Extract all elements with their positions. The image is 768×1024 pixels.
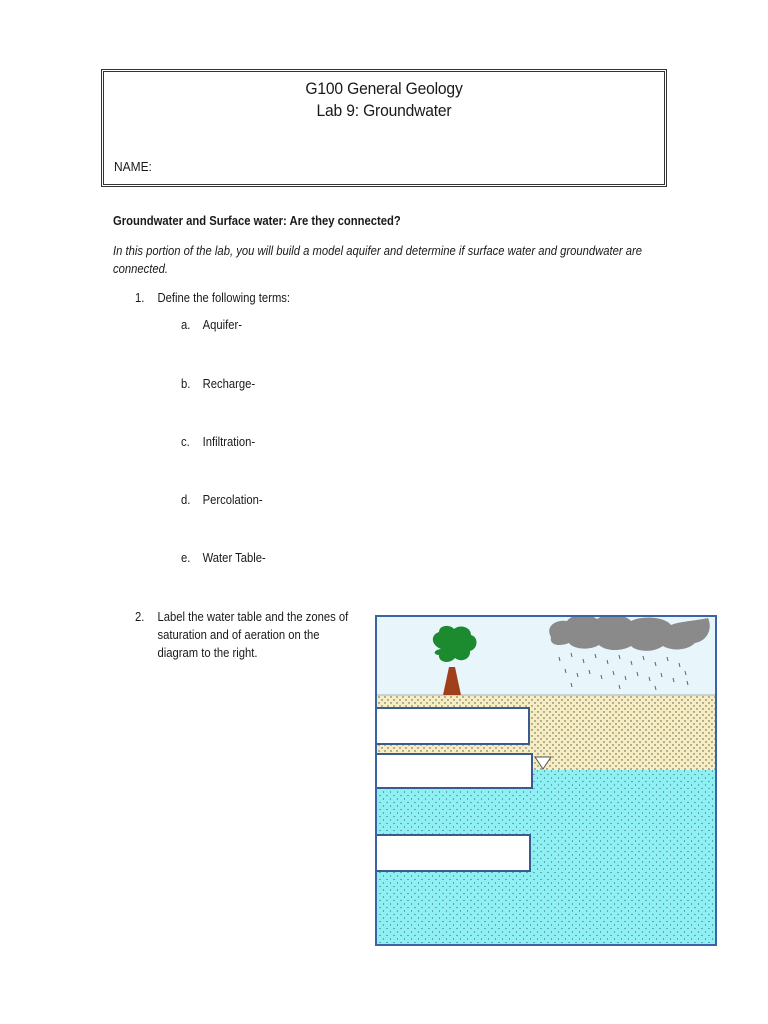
label-box-water-table[interactable] xyxy=(376,754,532,788)
name-label: NAME: xyxy=(114,159,152,174)
question-2-line-3: diagram to the right. xyxy=(157,646,258,660)
term-letter: a. xyxy=(181,318,191,332)
term-letter: c. xyxy=(181,435,190,449)
question-1-text: Define the following terms: xyxy=(157,291,291,305)
question-1-number: 1. xyxy=(135,291,145,305)
question-2-line-2: saturation and of aeration on the xyxy=(157,628,320,642)
intro-line-1: In this portion of the lab, you will build a model aquifer and determine if surface water and groundwater are xyxy=(113,244,643,258)
section-heading: Groundwater and Surface water: Are they connected? xyxy=(113,214,401,228)
term-label: Recharge- xyxy=(202,377,256,391)
course-title: G100 General Geology xyxy=(305,79,463,98)
term-label: Water Table- xyxy=(202,551,266,565)
term-label: Aquifer- xyxy=(202,318,243,332)
term-letter: e. xyxy=(181,551,191,565)
header-box xyxy=(101,69,667,187)
question-2-number: 2. xyxy=(135,610,145,624)
label-box-aeration[interactable] xyxy=(376,708,529,744)
term-label: Percolation- xyxy=(202,493,263,507)
term-letter: d. xyxy=(181,493,191,507)
groundwater-diagram xyxy=(375,615,717,946)
intro-line-2: connected. xyxy=(113,261,169,276)
label-box-saturation[interactable] xyxy=(376,835,530,871)
lab-title: Lab 9: Groundwater xyxy=(316,101,452,120)
intro-text xyxy=(113,243,644,278)
question-2-line-1: Label the water table and the zones of xyxy=(157,610,349,624)
term-letter: b. xyxy=(181,377,191,391)
term-label: Infiltration- xyxy=(202,435,256,449)
